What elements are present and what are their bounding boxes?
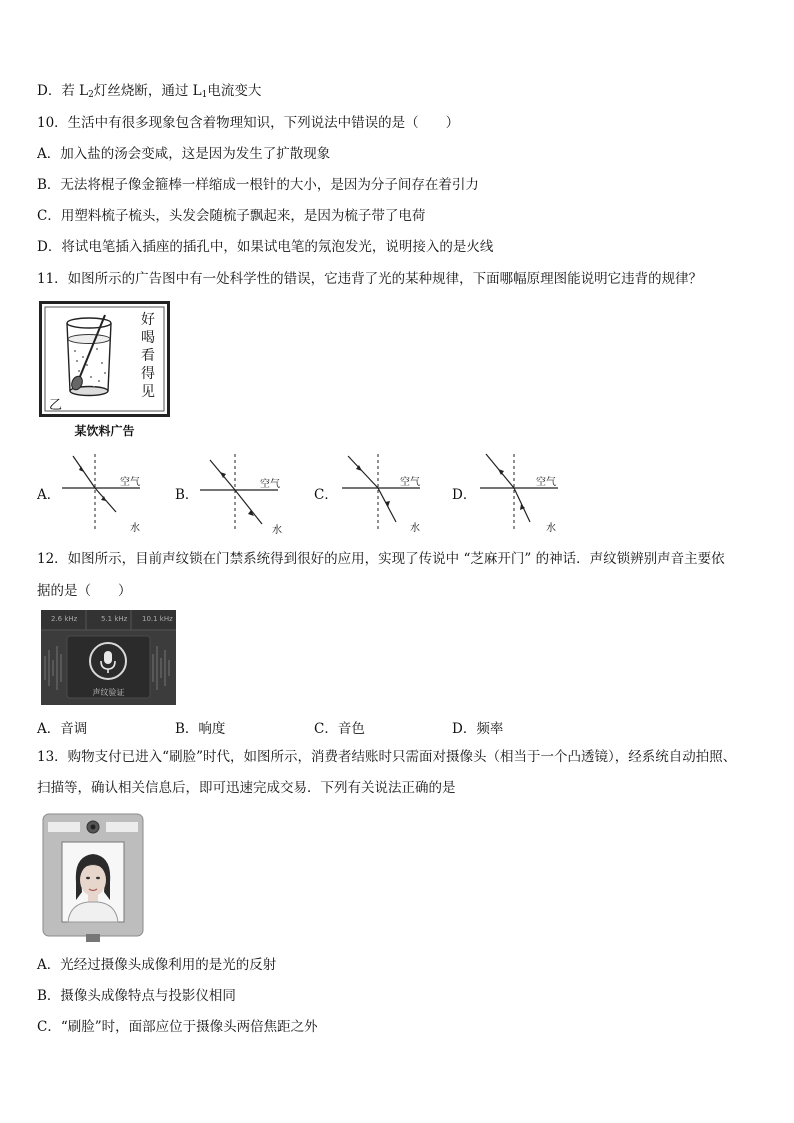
face-pay-terminal-illustration <box>40 812 146 942</box>
q10-option-d: D．将试电笔插入插座的插孔中，如果试电笔的氖泡发光，说明接入的是火线 <box>37 239 494 255</box>
q12-option-d: D．频率 <box>452 721 504 737</box>
water-label: 水 <box>546 523 556 534</box>
q12-stem-line1: 12．如图所示，目前声纹锁在门禁系统得到很好的应用，实现了传说中 “芝麻开门” 的神话．声纹锁辨别声音主要依 <box>37 551 725 567</box>
diagram-b <box>196 450 296 540</box>
q13-stem-line2: 扫描等，确认相关信息后，即可迅速完成交易．下列有关说法正确的是 <box>37 780 456 796</box>
ad-char: 得 <box>141 366 155 382</box>
q10-option-a: A．加入盐的汤会变咸，这是因为发生了扩散现象 <box>37 146 331 162</box>
q11-stem: 11．如图所示的广告图中有一处科学性的错误，它违背了光的某种规律，下面哪幅原理图能说明它违背的规律？ <box>37 271 703 287</box>
q12-option-a: A．音调 <box>37 721 88 737</box>
microphone-icon <box>89 642 127 680</box>
q12-stem-line2: 据的是（ ） <box>37 583 132 599</box>
air-label: 空气 <box>536 477 556 488</box>
q9-option-d: D．若 $L_2$灯丝烧断，通过 $L_1$电流变大 <box>37 83 262 100</box>
diagram-b-label: B． <box>175 487 199 503</box>
ad-corner-label: 乙 <box>49 398 63 413</box>
drink-ad-figure <box>39 301 170 442</box>
q12-option-b: B．响度 <box>175 721 226 737</box>
freq-label: 5.1 kHz <box>101 615 128 623</box>
q12-option-c: C．音色 <box>314 721 365 737</box>
air-label: 空气 <box>260 479 280 490</box>
q12-options <box>37 717 637 735</box>
diagram-c <box>338 450 438 540</box>
diagram-d <box>476 450 576 540</box>
q10-option-b: B．无法将棍子像金箍棒一样缩成一根针的大小，是因为分子间存在着引力 <box>37 177 479 193</box>
ad-char: 见 <box>141 384 155 400</box>
diagram-a-label: A． <box>37 487 61 503</box>
diagram-d-label: D． <box>452 487 477 503</box>
water-label: 水 <box>410 523 420 534</box>
air-label: 空气 <box>120 477 140 488</box>
ad-caption: 某饮料广告 <box>74 424 135 438</box>
ad-char: 好 <box>141 312 155 328</box>
q13-option-a: A．光经过摄像头成像利用的是光的反射 <box>37 957 277 973</box>
air-label: 空气 <box>400 477 420 488</box>
face-pay-terminal-figure <box>40 812 146 942</box>
freq-label: 10.1 kHz <box>142 615 173 623</box>
q13-option-c: C．“刷脸”时，面部应位于摄像头两倍焦距之外 <box>37 1019 318 1035</box>
water-label: 水 <box>130 523 140 534</box>
voiceprint-panel-label: 声纹验证 <box>92 688 125 697</box>
q10-option-c: C．用塑料梳子梳头，头发会随梳子飘起来，是因为梳子带了电荷 <box>37 208 426 224</box>
diagram-c-label: C． <box>314 487 338 503</box>
q13-option-b: B．摄像头成像特点与投影仪相同 <box>37 988 236 1004</box>
freq-label: 2.6 kHz <box>51 615 78 623</box>
water-label: 水 <box>272 525 282 536</box>
ad-char: 喝 <box>141 330 155 346</box>
q13-stem-line1: 13．购物支付已进入“刷脸”时代，如图所示，消费者结账时只需面对摄像头（相当于一个凸透镜），经系统自动拍照、 <box>37 749 737 765</box>
diagram-a <box>58 450 158 540</box>
q10-stem: 10．生活中有很多现象包含着物理知识，下列说法中错误的是（ ） <box>37 115 460 131</box>
ad-char: 看 <box>141 348 155 364</box>
voiceprint-lock-figure <box>41 610 176 705</box>
